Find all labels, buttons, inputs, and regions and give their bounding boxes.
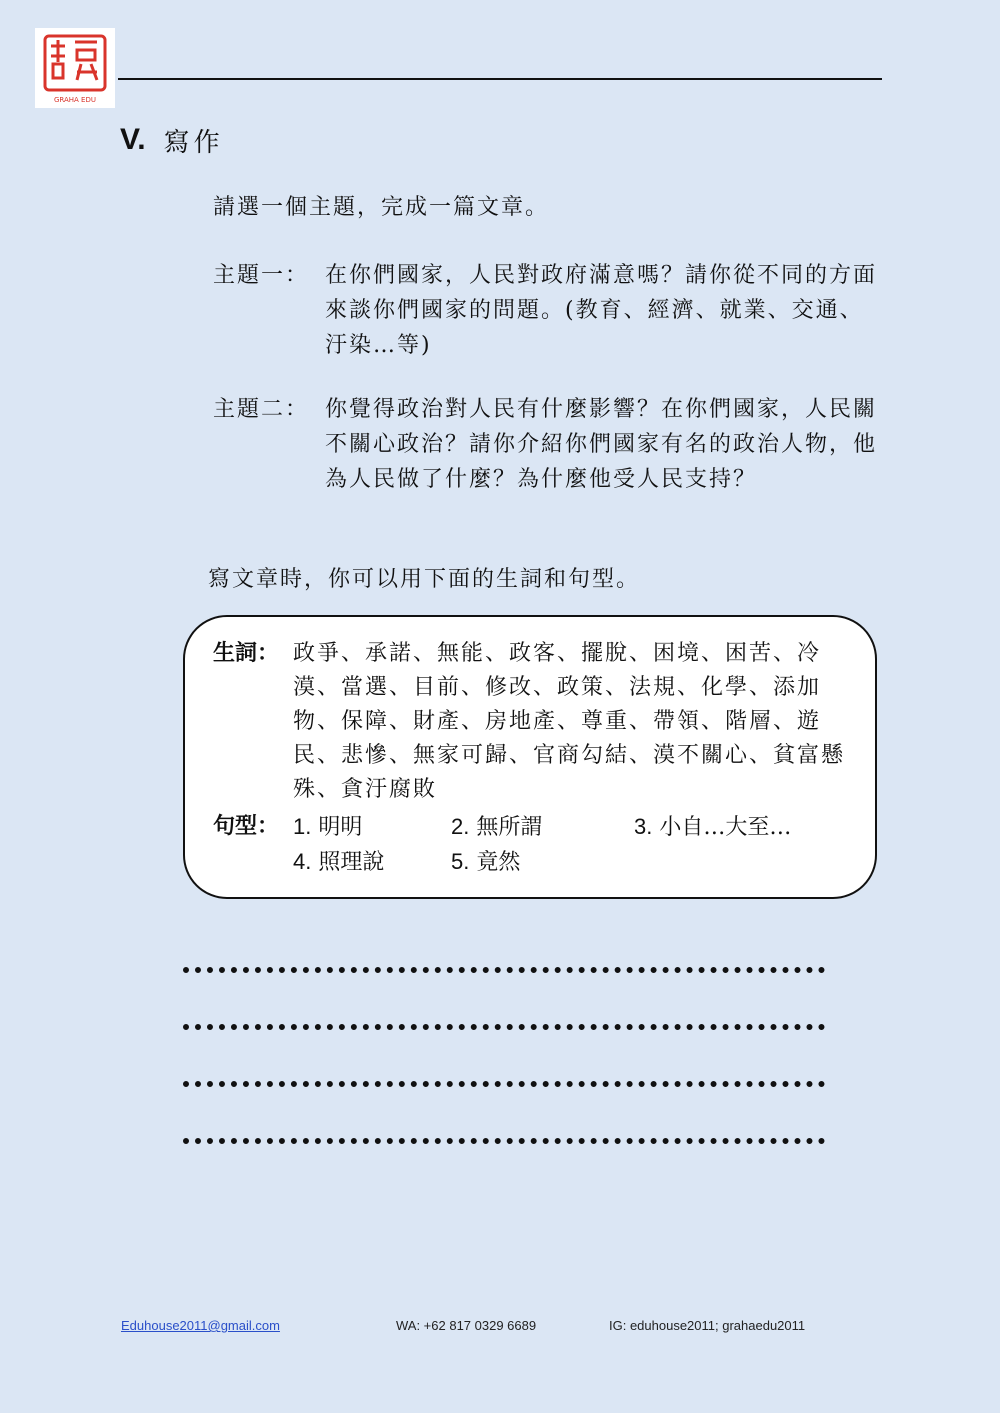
section-number: V. — [120, 123, 146, 156]
sentence-patterns-label: 句型： — [213, 814, 280, 839]
topic-2 — [213, 392, 880, 497]
section-heading — [120, 118, 224, 162]
instruction-text: 請選一個主題，完成一篇文章。 — [213, 195, 550, 220]
topic-2-label: 主題二： — [213, 397, 310, 422]
sentence-patterns-list — [293, 810, 834, 880]
vocab-words-list: 政爭、承諾、無能、政客、擺脫、困境、困苦、冷漠、當選、目前、修改、政策、法規、化學、添加物、保障、財產、房地產、尊重、帶領、階層、遊民、悲慘、無家可歸、官商勾結、漠不關心、貧富懸殊、貪汙腐敗 — [293, 641, 846, 802]
pattern-item: 5. 竟然 — [451, 849, 521, 875]
graha-edu-logo — [35, 28, 115, 108]
footer-email-link[interactable]: Eduhouse2011@gmail.com — [121, 1318, 280, 1333]
writing-line[interactable] — [183, 1138, 825, 1144]
topic-2-text: 你覺得政治對人民有什麼影響？在你們國家，人民關不關心政治？請你介紹你們國家有名的政治人物，他為人民做了什麼？為什麼他受人民支持？ — [325, 397, 878, 492]
section-title: 寫作 — [163, 127, 224, 158]
footer-whatsapp: WA: +62 817 0329 6689 — [396, 1318, 537, 1333]
sentence-patterns-row — [213, 810, 834, 880]
pattern-item: 3. 小自…大至… — [634, 814, 792, 840]
logo-caption: GRAHA EDU — [53, 96, 97, 104]
vocab-words-label: 生詞： — [213, 641, 280, 666]
footer-instagram: IG: eduhouse2011; grahaedu2011 — [609, 1318, 806, 1333]
vocab-words-row — [213, 637, 863, 807]
writing-line[interactable] — [183, 1081, 825, 1087]
topic-1-label: 主題一： — [213, 263, 310, 288]
topic-1-text: 在你們國家，人民對政府滿意嗎？請你從不同的方面來談你們國家的問題。(教育、經濟、就業、交通、汙染…等) — [325, 263, 878, 358]
writing-line[interactable] — [183, 967, 825, 973]
writing-line[interactable] — [183, 1024, 825, 1030]
vocab-box — [183, 615, 877, 899]
topic-1 — [213, 258, 880, 363]
pattern-item: 1. 明明 — [293, 814, 363, 840]
pattern-item: 4. 照理說 — [293, 849, 385, 875]
header-rule — [118, 78, 882, 80]
vocab-intro: 寫文章時，你可以用下面的生詞和句型。 — [208, 567, 641, 592]
pattern-item: 2. 無所謂 — [451, 814, 543, 840]
